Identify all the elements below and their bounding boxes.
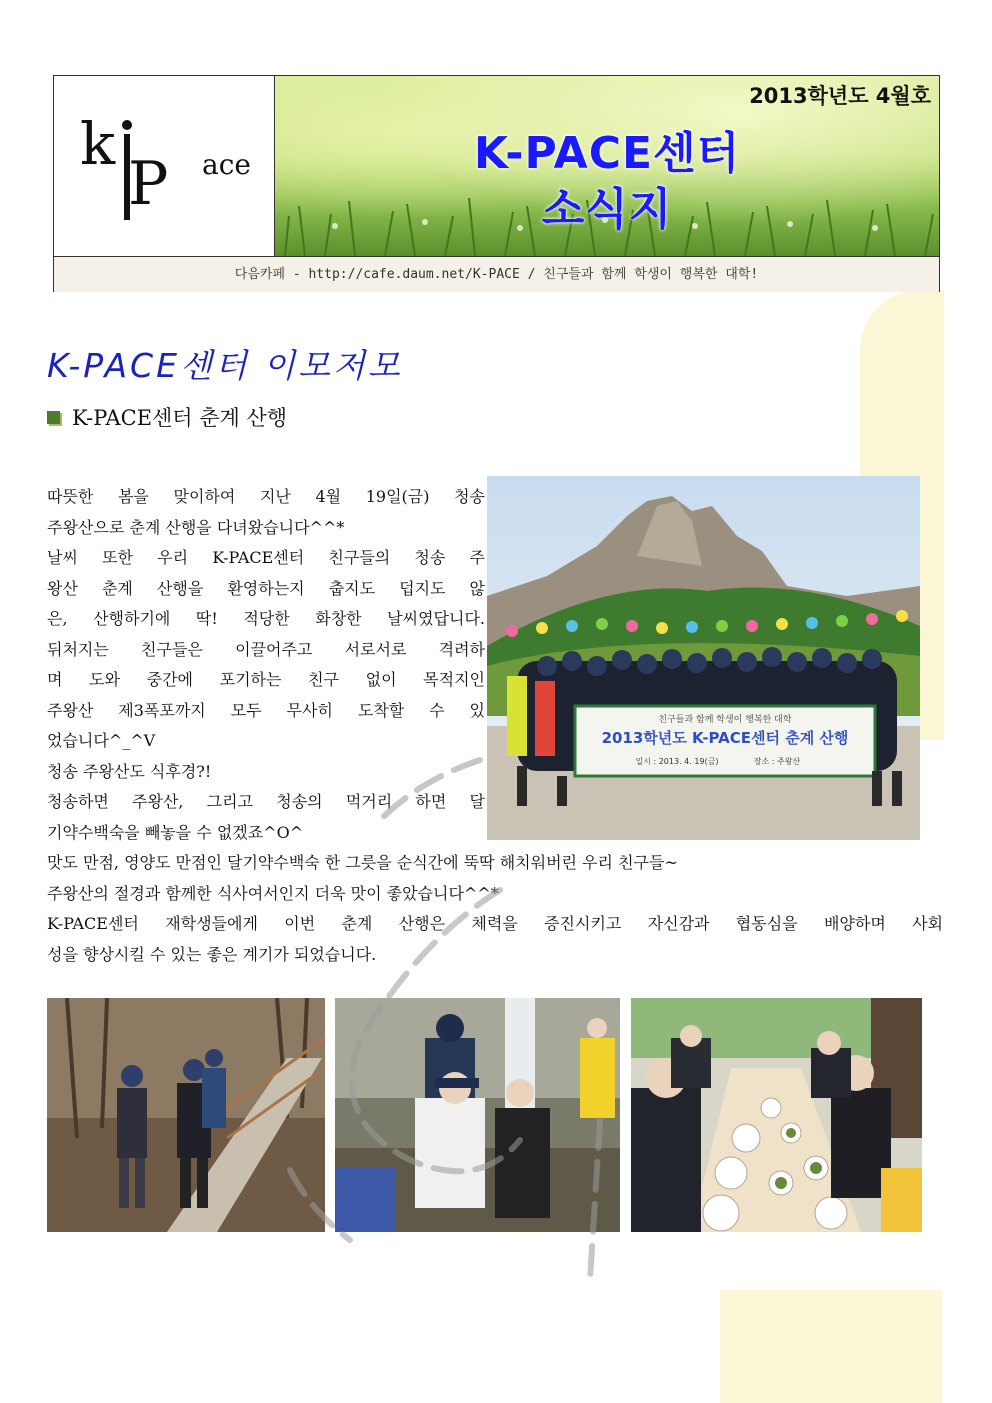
article-line: 청송하면 주왕산, 그리고 청송의 먹거리 하면 달 xyxy=(47,792,485,811)
title-line-1: K-PACE센터 xyxy=(473,128,741,179)
article-line: 따뜻한 봄을 맞이하여 지난 4월 19일(금) 청송 xyxy=(47,487,485,506)
lunch-photo xyxy=(631,998,922,1232)
logo-cell xyxy=(54,76,275,256)
article-line: 성을 향상시킬 수 있는 좋은 계기가 되었습니다. xyxy=(47,944,377,964)
hiking-trail-photo xyxy=(47,998,325,1232)
article-line: K-PACE센터 재학생들에게 이번 춘계 산행은 체력을 증진시키고 자신감과 협동심을 배양하며 사회 xyxy=(47,914,943,933)
article-line: 주왕산의 절경과 함께한 식사여서인지 더욱 맛이 좋았습니다^^* xyxy=(47,883,499,903)
banner-main-text: 2013학년도 K-PACE센터 춘계 산행 xyxy=(601,729,849,747)
bullet-square-icon xyxy=(47,411,60,424)
waterfall-hike-photo xyxy=(335,998,620,1232)
decorative-shape-bottom xyxy=(720,1290,942,1403)
svg-text:ace: ace xyxy=(202,148,251,181)
banner-place-text: 장소 : 주왕산 xyxy=(753,757,801,766)
article-line: 며 도와 중간에 포기하는 친구 없이 목적지인 xyxy=(47,670,485,689)
info-bar: 다음카페 - http://cafe.daum.net/K-PACE / 친구들과 함께 학생이 행복한 대학! xyxy=(54,256,939,292)
banner-top-text: 친구들과 함께 학생이 행복한 대학 xyxy=(658,715,792,725)
article-line: 주왕산 제3폭포까지 모두 무사히 도착할 수 있 xyxy=(47,700,485,720)
article-line: 기약수백숙을 빼놓을 수 없겠죠^O^ xyxy=(47,822,304,842)
article-line: 청송 주왕산도 식후경?! xyxy=(47,761,212,781)
sub-heading-text: K-PACE센터 춘계 산행 xyxy=(72,406,288,430)
article-line: 은, 산행하기에 딱! 적당한 화창한 날씨였답니다. xyxy=(47,609,485,628)
sub-heading xyxy=(47,403,287,433)
article-line: 왕산 춘계 산행을 환영하는지 춥지도 덥지도 않 xyxy=(47,578,485,598)
title-line-2: 소식지 xyxy=(541,184,673,235)
issue-label: 2013학년도 4월호 xyxy=(749,84,931,108)
article-line: 뒤처지는 친구들은 이끌어주고 서로서로 격려하 xyxy=(47,639,485,659)
article-line: 주왕산으로 춘계 산행을 다녀왔습니다^^* xyxy=(47,517,345,537)
article-line: 었습니다^_^V xyxy=(47,731,156,750)
header-banner xyxy=(275,76,939,256)
banner-date-text: 일시 : 2013. 4. 19(금) xyxy=(635,757,719,766)
article-line: 맛도 만점, 영양도 만점인 달기약수백숙 한 그릇을 순식간에 뚝딱 해치워버린 우리 친구들~ xyxy=(47,853,678,872)
group-photo xyxy=(487,476,920,840)
article-line: 날씨 또한 우리 K-PACE센터 친구들의 청송 주 xyxy=(47,548,485,567)
kpace-logo xyxy=(54,76,274,256)
svg-text:P: P xyxy=(128,149,169,219)
newsletter-header xyxy=(53,75,940,292)
newsletter-title xyxy=(275,126,939,238)
svg-text:k: k xyxy=(80,110,116,178)
section-title: K-PACE센터 이모저모 xyxy=(47,346,403,385)
